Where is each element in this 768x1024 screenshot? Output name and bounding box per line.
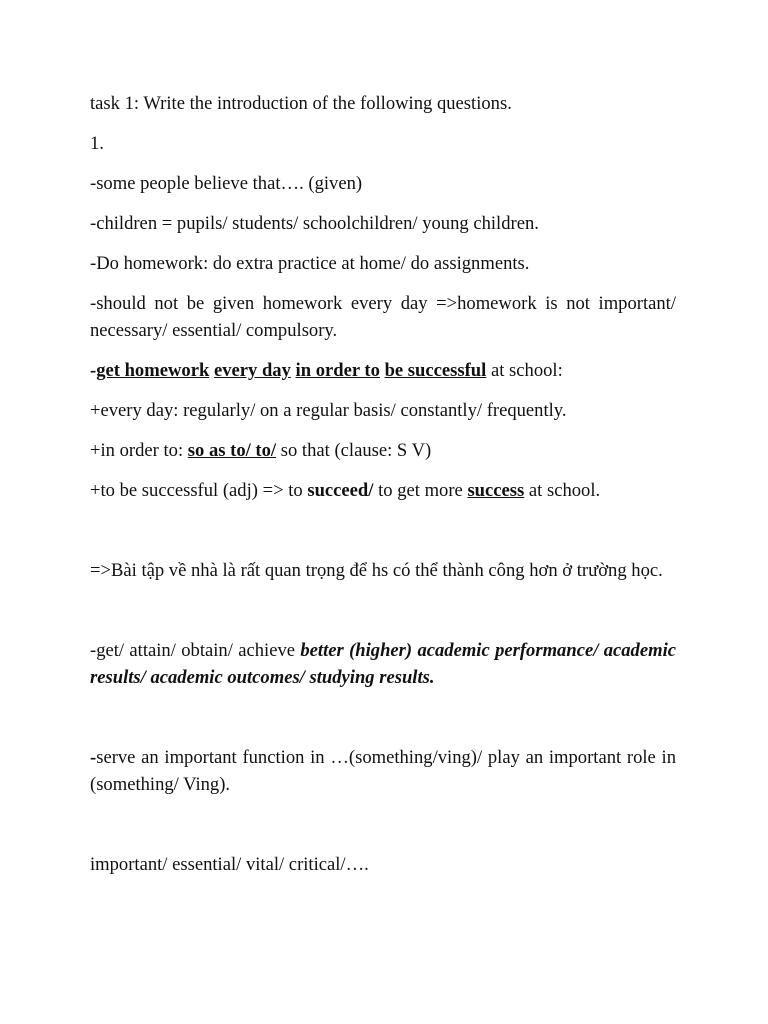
line-serve [90, 744, 676, 798]
word-success: success [467, 480, 525, 501]
task-title: task 1: Write the introduction of the following questions. [90, 93, 512, 114]
lead-text: +to be successful (adj) => to [90, 480, 308, 501]
line-vietnamese: =>Bài tập về nhà là rất quan trọng để hs có thể thành công hơn ở trường học. [90, 560, 663, 581]
blank-line [90, 811, 676, 838]
tail-text: so that (clause: S V) [276, 440, 432, 461]
document-page [90, 90, 676, 891]
line-given: -some people believe that…. (given) [90, 173, 363, 194]
lead-text: +in order to: [90, 440, 188, 461]
line-should-not: -should not be given homework every day =>homework is not important/ necessary/ essential/ compulsory. [90, 293, 676, 341]
line-important: important/ essential/ vital/ critical/…. [90, 854, 369, 875]
line-children: -children = pupils/ students/ schoolchildren/ young children. [90, 213, 539, 234]
line-in-order-to [90, 437, 676, 464]
blank-line [90, 597, 676, 624]
phrase-be-successful: be successful [384, 360, 487, 381]
dash: - [90, 360, 97, 381]
serve-text: serve an important function in …(something/ving)/ play an important role in (something/ Ving). [90, 747, 676, 795]
blank-line [90, 517, 676, 544]
line-every-day: +every day: regularly/ on a regular basis/ constantly/ frequently. [90, 400, 567, 421]
line-attain [90, 637, 676, 691]
phrase-every-day: every day [213, 360, 291, 381]
question-number: 1. [90, 133, 104, 154]
line-homework: -Do homework: do extra practice at home/ do assignments. [90, 253, 530, 274]
lead-text: -get/ attain/ obtain/ achieve [90, 640, 301, 661]
phrase-in-order-to: in order to [295, 360, 380, 381]
word-succeed: succeed/ [307, 480, 374, 501]
dash: - [90, 747, 97, 768]
line-get-homework [90, 357, 676, 384]
phrase-get-homework: get homework [96, 360, 210, 381]
phrase-so-as-to: so as to/ to/ [187, 440, 277, 461]
mid-text: to get more [373, 480, 468, 501]
phrase-academic-performance: better (higher) academic performance/ academic results/ academic outcomes/ studying results. [90, 640, 676, 688]
blank-line [90, 704, 676, 731]
tail-text: at school. [524, 480, 601, 501]
phrase-at-school: at school: [486, 360, 563, 381]
line-to-be-successful [90, 477, 676, 504]
